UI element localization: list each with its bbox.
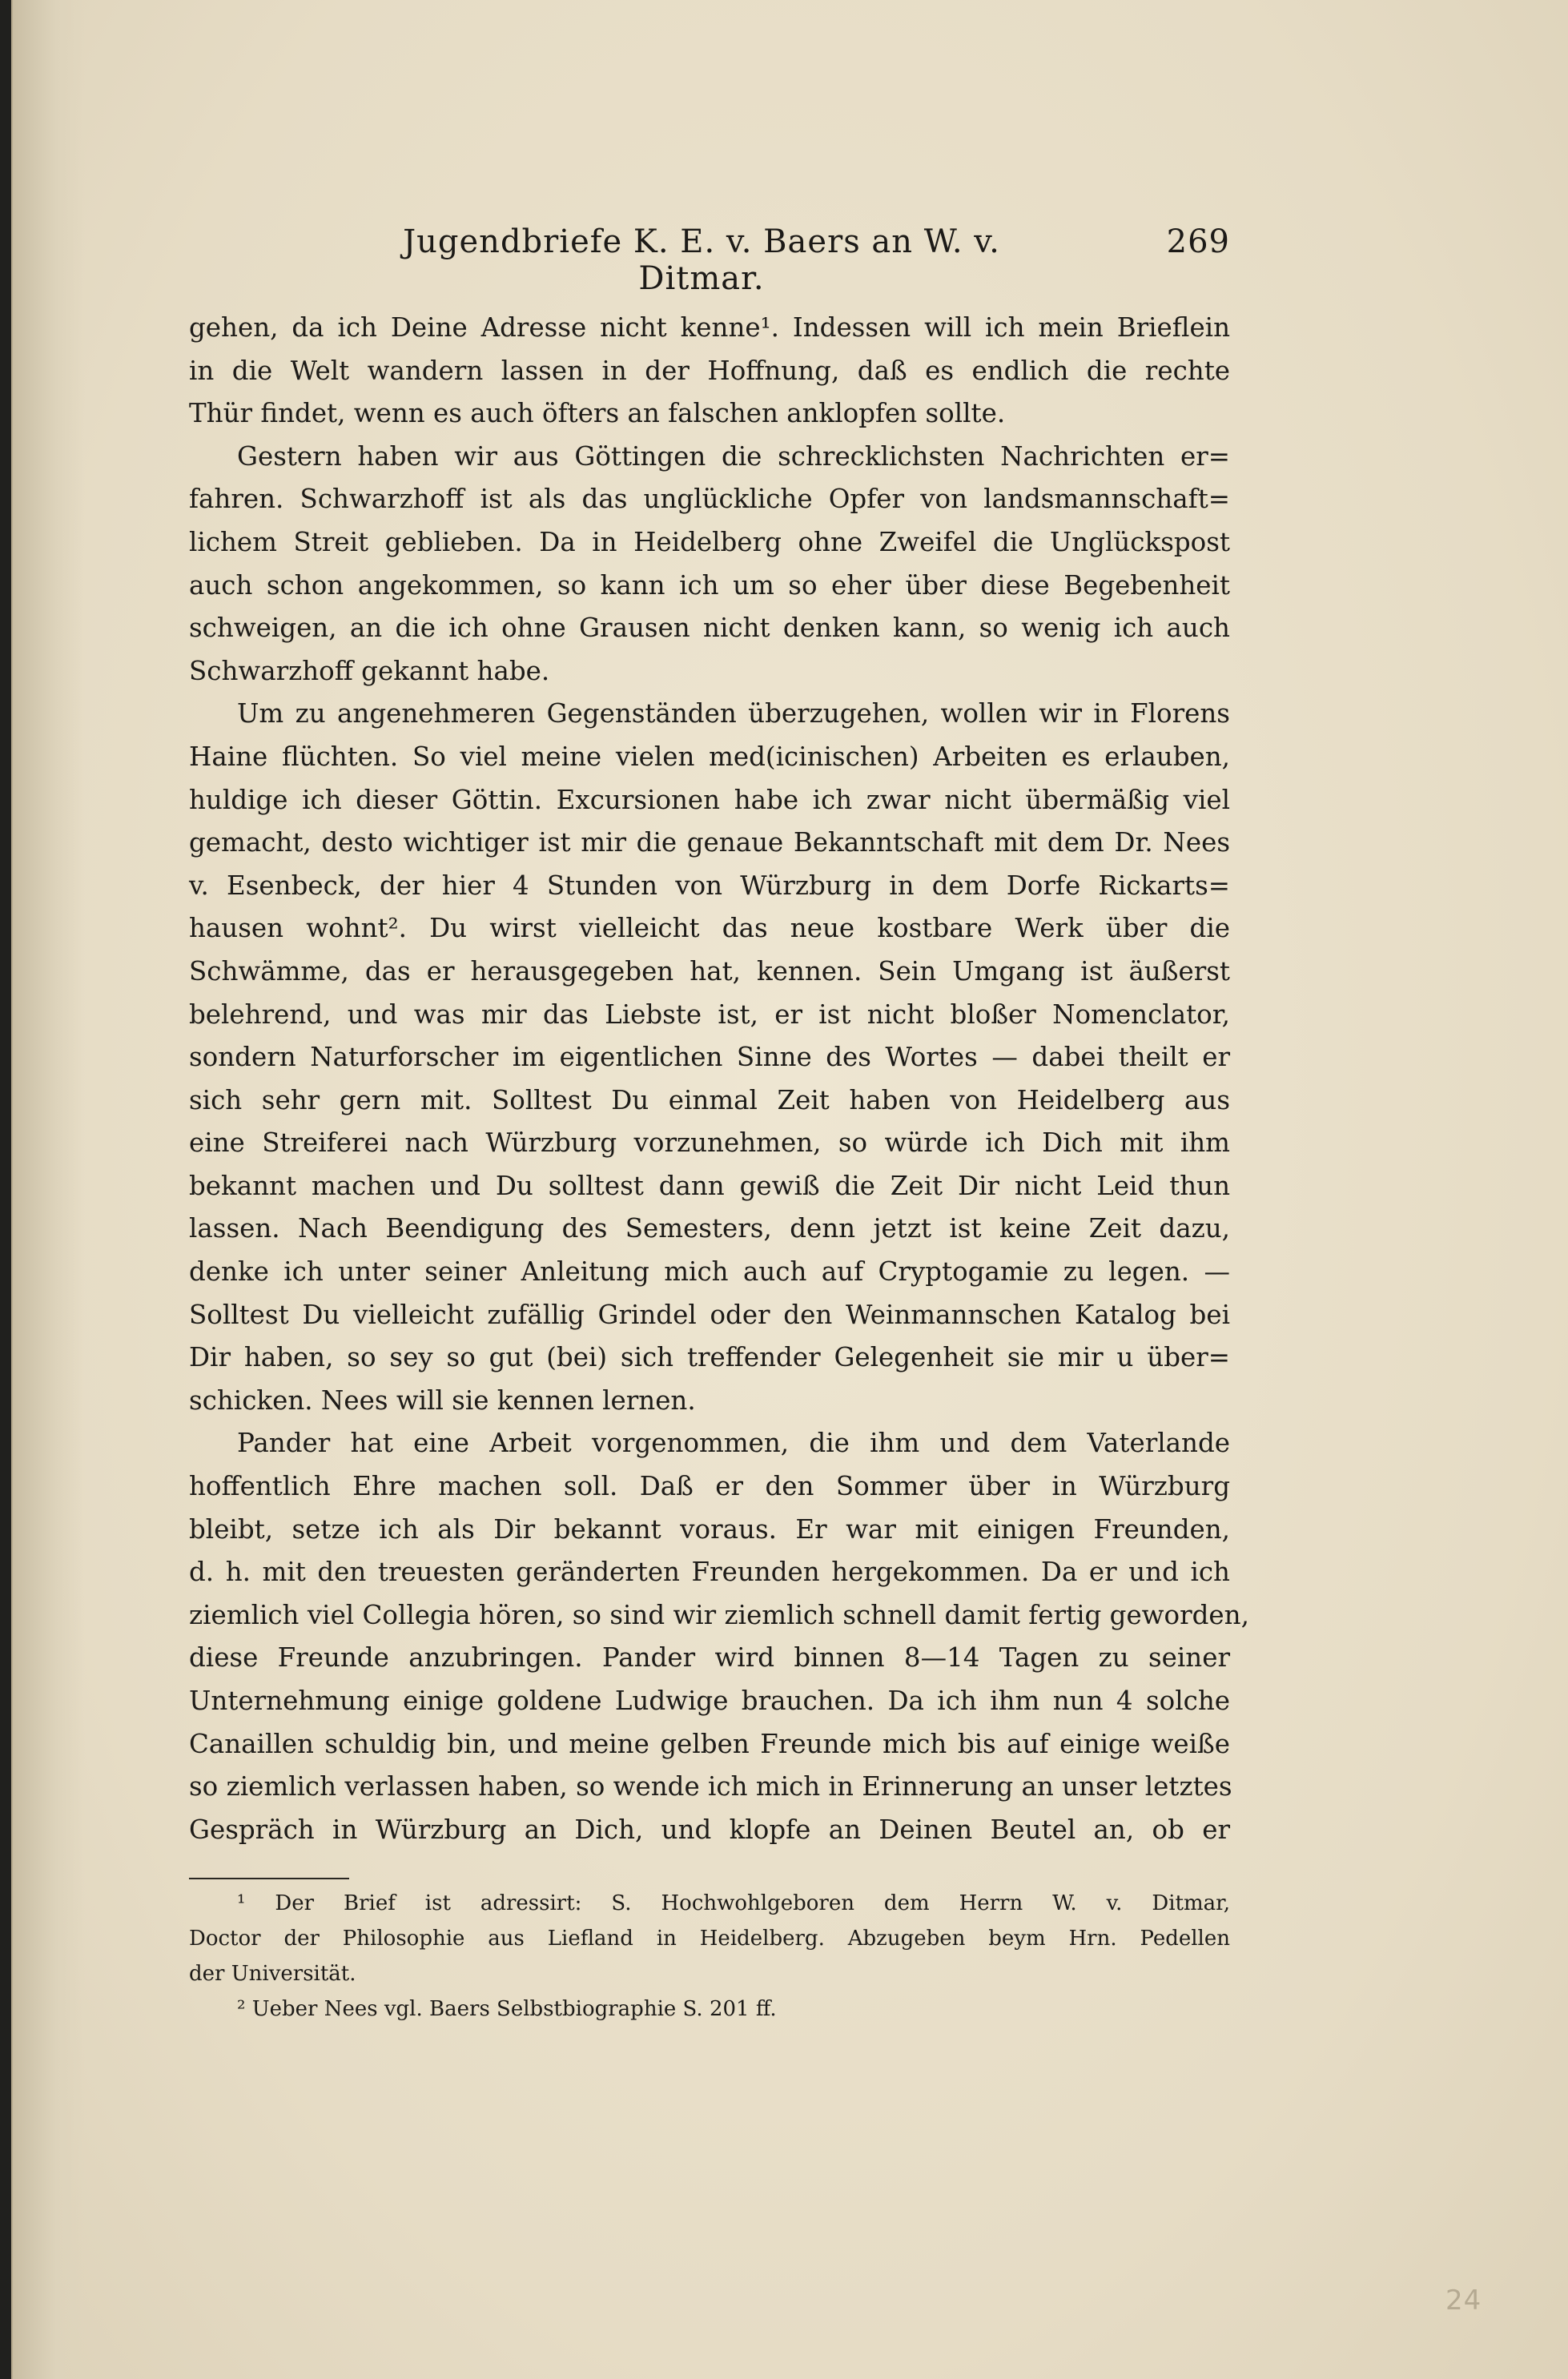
text-line: gehen, da ich Deine Adresse nicht kenne¹. Indessen will ich mein Brieflein: [189, 312, 1230, 343]
text-line: belehrend, und was mir das Liebste ist, er ist nicht bloßer Nomenclator,: [189, 999, 1230, 1030]
text-line: Haine flüchten. So viel meine vielen med(icinischen) Arbeiten es erlauben,: [189, 741, 1230, 772]
text-line: Pander hat eine Arbeit vorgenommen, die ihm und dem Vaterlande: [237, 1428, 1230, 1459]
text-line: ziemlich viel Collegia hören, so sind wir ziemlich schnell damit fertig geworden,: [189, 1599, 1249, 1630]
text-line: Thür findet, wenn es auch öfters an falschen anklopfen sollte.: [189, 398, 1006, 429]
text-line: hausen wohnt². Du wirst vielleicht das neue kostbare Werk über die: [189, 913, 1230, 944]
text-line: huldige ich dieser Göttin. Excursionen habe ich zwar nicht übermäßig viel: [189, 784, 1230, 815]
text-line: fahren. Schwarzhoff ist als das unglückliche Opfer von landsmannschaft=: [189, 484, 1230, 515]
footnote-line: ¹ Der Brief ist adressirt: S. Hochwohlgeboren dem Herrn W. v. Ditmar,: [237, 1891, 1230, 1915]
text-line: in die Welt wandern lassen in der Hoffnung, daß es endlich die rechte: [189, 355, 1230, 386]
text-line: lichem Streit geblieben. Da in Heidelberg ohne Zweifel die Unglückspost: [189, 526, 1230, 557]
text-line: Gestern haben wir aus Göttingen die schrecklichsten Nachrichten er=: [237, 440, 1230, 472]
text-line: gemacht, desto wichtiger ist mir die genaue Bekanntschaft mit dem Dr. Nees: [189, 827, 1230, 858]
footnote-line: Doctor der Philosophie aus Liefland in Heidelberg. Abzugeben beym Hrn. Pedellen: [189, 1927, 1230, 1951]
body-text: [189, 307, 1249, 1851]
text-line: sondern Naturforscher im eigentlichen Sinne des Wortes — dabei theilt er: [189, 1042, 1230, 1073]
text-line: hoffentlich Ehre machen soll. Daß er den Sommer über in Würzburg: [189, 1471, 1230, 1502]
text-line: diese Freunde anzubringen. Pander wird binnen 8—14 Tagen zu seiner: [189, 1642, 1230, 1674]
text-line: Dir haben, so sey so gut (bei) sich treffender Gelegenheit sie mir u über=: [189, 1342, 1230, 1373]
text-line: Um zu angenehmeren Gegenständen überzugehen, wollen wir in Florens: [237, 698, 1230, 729]
footnote-line: ² Ueber Nees vgl. Baers Selbstbiographie S. 201 ff.: [237, 1997, 777, 2021]
running-title: Jugendbriefe K. E. v. Baers an W. v. Ditmar.: [403, 223, 1000, 297]
text-line: Canaillen schuldig bin, und meine gelben Freunde mich bis auf einige weiße: [189, 1728, 1230, 1759]
text-line: schweigen, an die ich ohne Grausen nicht denken kann, so wenig ich auch: [189, 613, 1230, 644]
footnote-line: der Universität.: [189, 1962, 356, 1986]
text-line: Gespräch in Würzburg an Dich, und klopfe an Deinen Beutel an, ob er: [189, 1814, 1230, 1845]
text-line: Unternehmung einige goldene Ludwige brauchen. Da ich ihm nun 4 solche: [189, 1686, 1230, 1716]
text-line: bekannt machen und Du solltest dann gewiß die Zeit Dir nicht Leid thun: [189, 1170, 1230, 1201]
text-line: Solltest Du vielleicht zufällig Grindel oder den Weinmannschen Katalog bei: [189, 1299, 1230, 1330]
text-line: bleibt, setze ich als Dir bekannt voraus. Er war mit einigen Freunden,: [189, 1513, 1230, 1545]
footnote-rule: [189, 1878, 349, 1879]
text-line: eine Streiferei nach Würzburg vorzunehmen, so würde ich Dich mit ihm: [189, 1127, 1230, 1159]
page-number: 269: [1166, 223, 1230, 260]
running-head: [189, 220, 1230, 297]
text-line: auch schon angekommen, so kann ich um so eher über diese Begebenheit: [189, 569, 1230, 601]
text-line: Schwarzhoff gekannt habe.: [189, 655, 550, 686]
archive-mark: 24: [1445, 2285, 1482, 2317]
text-line: Schwämme, das er herausgegeben hat, kennen. Sein Umgang ist äußerst: [189, 955, 1230, 987]
text-line: v. Esenbeck, der hier 4 Stunden von Würzburg in dem Dorfe Rickarts=: [189, 870, 1230, 901]
text-line: denke ich unter seiner Anleitung mich auch auf Cryptogamie zu legen. —: [189, 1256, 1230, 1288]
text-line: schicken. Nees will sie kennen lernen.: [189, 1384, 696, 1416]
page-gutter: [11, 0, 85, 2379]
text-line: so ziemlich verlassen haben, so wende ich mich in Erinnerung an unser letztes: [189, 1771, 1232, 1802]
text-line: sich sehr gern mit. Solltest Du einmal Zeit haben von Heidelberg aus: [189, 1084, 1230, 1115]
text-line: lassen. Nach Beendigung des Semesters, denn jetzt ist keine Zeit dazu,: [189, 1213, 1230, 1244]
footnotes: [189, 1886, 1230, 2027]
text-line: d. h. mit den treuesten geränderten Freunden hergekommen. Da er und ich: [189, 1557, 1230, 1588]
